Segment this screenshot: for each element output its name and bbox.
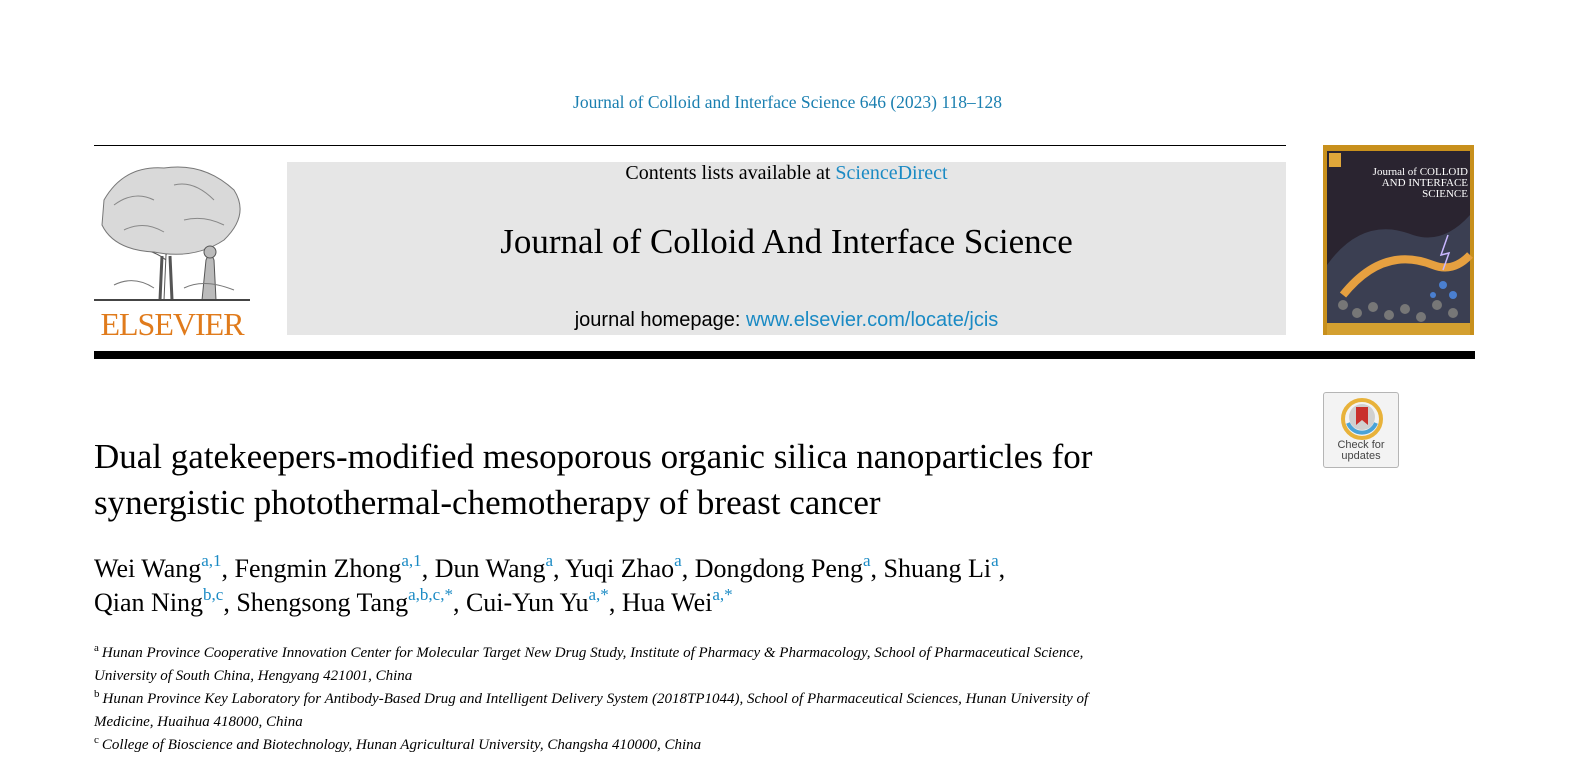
homepage-link[interactable]: www.elsevier.com/locate/jcis <box>745 309 999 331</box>
check-for-updates-icon <box>1340 397 1384 441</box>
homepage-prefix: journal homepage: <box>574 309 746 331</box>
contents-line <box>287 162 1286 185</box>
journal-reference-link[interactable]: Journal of Colloid and Interface Science 646 (2023) 118–128 <box>573 92 1002 112</box>
affiliation-b <box>94 688 1284 711</box>
author-name: Dongdong Peng <box>694 554 863 583</box>
author-name: Cui-Yun Yu <box>465 588 589 617</box>
author-affiliation-link[interactable]: a,* <box>712 585 733 604</box>
journal-title: Journal of Colloid And Interface Science <box>500 222 1073 261</box>
author-name: Qian Ning <box>94 588 204 617</box>
affiliation-mark: c <box>94 734 99 746</box>
cover-title: Journal of COLLOID AND INTERFACE SCIENCE <box>1372 166 1468 200</box>
author-affiliation-link[interactable]: a,1 <box>201 551 222 570</box>
author-affiliation-link[interactable]: a <box>674 551 682 570</box>
affiliation-list <box>94 642 1284 757</box>
elsevier-wordmark: ELSEVIER <box>100 306 244 342</box>
sciencedirect-link[interactable]: ScienceDirect <box>835 162 948 184</box>
affiliation-a <box>94 642 1284 665</box>
contents-prefix: Contents lists available at <box>625 162 836 184</box>
author-affiliation-link[interactable]: a,* <box>588 585 609 604</box>
author-line-2: Qian Ning$^{b,c}$, Shengsong Tang$^{a,b,c,*}$, Cui-Yun $Yu^{a,*}$, Hua Wei$^{a,*}$ <box>94 585 733 617</box>
author-affiliation-link[interactable]: a,1 <box>401 551 422 570</box>
author-list <box>94 552 1294 620</box>
author-affiliation-link[interactable]: b,c <box>203 585 224 604</box>
author-affiliation-link[interactable]: a <box>862 551 871 570</box>
homepage-line <box>287 309 1286 332</box>
affiliation-text: Hunan Province Key Laboratory for Antibody-Based Drug and Intelligent Delivery System (2018TP1044), School of Pharmaceutical Sciences, Hunan University of <box>102 691 1089 707</box>
affiliation-c <box>94 734 1284 757</box>
author-name: Shuang Li <box>883 554 992 583</box>
author-line-1: Wei Wang$^{a,1}$, Fengmin Zhong$^{a,1}$, Dun Wang$^a$, Yuqi Zhao$^a$, Dongdong Peng$^a$, Shuang Li$^a$, <box>94 551 1006 583</box>
check-for-updates-label <box>1324 440 1398 462</box>
article-title <box>94 434 1294 526</box>
affiliation-text: College of Bioscience and Biotechnology, Hunan Agricultural University, Changsha 410000, China <box>101 737 702 753</box>
affiliation-mark: b <box>94 688 100 700</box>
check-label-line1: Check for <box>1337 439 1385 451</box>
author-name: Dun Wang <box>434 554 546 583</box>
author-name: Wei Wang <box>94 554 202 583</box>
elsevier-logo[interactable] <box>94 160 250 340</box>
author-affiliation-link[interactable]: a,b,c,* <box>408 585 453 604</box>
journal-cover-image[interactable] <box>1323 145 1474 335</box>
author-name: Shengsong Tang <box>236 588 409 617</box>
header-thick-rule <box>94 351 1475 359</box>
check-for-updates-button[interactable] <box>1323 392 1399 468</box>
author-affiliation-link[interactable]: a <box>991 551 999 570</box>
elsevier-tree-icon <box>94 160 250 302</box>
article-title-line2: synergistic photothermal-chemotherapy of breast cancer <box>94 483 881 522</box>
affiliation-a-cont: University of South China, Hengyang 421001, China <box>94 668 413 684</box>
journal-banner <box>287 162 1286 335</box>
author-name: Fengmin Zhong <box>234 554 402 583</box>
header-divider <box>94 145 1286 146</box>
article-title-line1: Dual gatekeepers-modified mesoporous organic silica nanoparticles for <box>94 437 1093 476</box>
author-name: Yuqi Zhao <box>565 554 675 583</box>
affiliation-b-cont: Medicine, Huaihua 418000, China <box>94 714 303 730</box>
affiliation-text: Hunan Province Cooperative Innovation Center for Molecular Target New Drug Study, Institute of Pharmacy & Pharmacology, School of Pharmaceutical Science, <box>101 645 1084 661</box>
check-label-line2: updates <box>1341 450 1381 462</box>
author-name: Hua Wei <box>621 588 713 617</box>
author-affiliation-link[interactable]: a <box>545 551 554 570</box>
affiliation-mark: a <box>94 642 99 654</box>
